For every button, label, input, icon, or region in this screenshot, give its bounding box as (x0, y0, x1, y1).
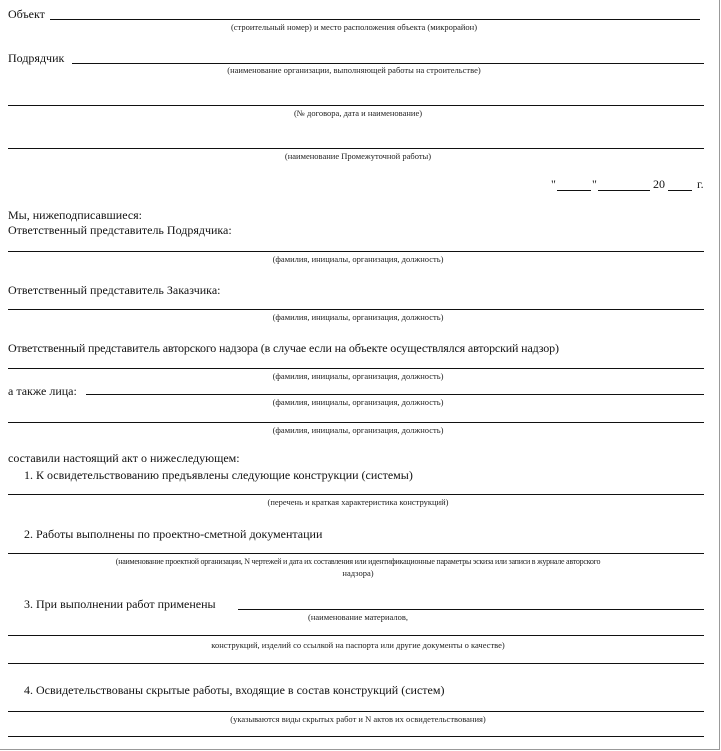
person-caption: (фамилия, инициалы, организация, должность) (272, 312, 444, 322)
rep-author-field[interactable] (8, 368, 704, 369)
rep-author-label: Ответственный представитель авторского надзора (в случае если на объекте осуществлялся авторский надзор) (8, 341, 559, 355)
also-field-2[interactable] (8, 422, 704, 423)
item4-caption: (указываются виды скрытых работ и N актов их освидетельствования) (230, 714, 486, 724)
item3-label: 3. При выполнении работ применены (24, 597, 216, 611)
item3-caption-cont: конструкций, изделий со ссылкой на паспорта или другие документы о качестве) (211, 640, 505, 650)
work-caption: (наименование Промежуточной работы) (284, 151, 432, 161)
item2-field[interactable] (8, 553, 704, 554)
contractor-field[interactable] (72, 63, 704, 64)
item2-caption: (наименование проектной организации, N чертежей и дата их составления или идентификационные параметры эскиза или записи в журнале авторского (115, 557, 601, 566)
contract-field[interactable] (8, 105, 704, 106)
intro-text: Мы, нижеподписавшиеся: (8, 208, 142, 222)
item3-field-2[interactable] (8, 635, 704, 636)
date-close-quote: " (592, 177, 597, 191)
date-day-field[interactable] (557, 190, 591, 191)
item1-caption: (перечень и краткая характеристика конструкций) (267, 497, 449, 507)
rep-customer-label: Ответственный представитель Заказчика: (8, 283, 221, 297)
also-field-1[interactable] (86, 394, 704, 395)
also-label: а также лица: (8, 384, 77, 398)
person-caption: (фамилия, инициалы, организация, должность) (272, 425, 444, 435)
item1-label: 1. К освидетельствованию предъявлены следующие конструкции (системы) (24, 468, 413, 482)
item2-caption-cont: надзора) (342, 568, 374, 578)
person-caption: (фамилия, инициалы, организация, должность) (272, 371, 444, 381)
person-caption: (фамилия, инициалы, организация, должность) (272, 254, 444, 264)
contract-caption: (№ договора, дата и наименование) (293, 108, 423, 118)
person-caption: (фамилия, инициалы, организация, должность) (272, 397, 444, 407)
date-year-prefix: 20 (653, 177, 665, 191)
item2-label: 2. Работы выполнены по проектно-сметной документации (24, 527, 323, 541)
rep-customer-field[interactable] (8, 309, 704, 310)
item1-field[interactable] (8, 494, 704, 495)
date-suffix: г. (697, 177, 704, 191)
object-field[interactable] (50, 19, 700, 20)
item4-label: 4. Освидетельствованы скрытые работы, входящие в состав конструкций (систем) (24, 683, 445, 697)
item3-caption: (наименование материалов, (308, 612, 408, 622)
date-year-field[interactable] (668, 190, 692, 191)
date-month-field[interactable] (598, 190, 650, 191)
item4-field[interactable] (8, 711, 704, 712)
date-open-quote: " (551, 177, 556, 191)
object-caption: (строительный номер) и место расположения объекта (микрорайон) (230, 22, 478, 32)
act-intro: составили настоящий акт о нижеследующем: (8, 451, 240, 465)
item4-field-2[interactable] (8, 736, 704, 737)
rep-contractor-label: Ответственный представитель Подрядчика: (8, 223, 232, 237)
object-label: Объект (8, 7, 45, 21)
item3-field[interactable] (238, 609, 704, 610)
work-field[interactable] (8, 148, 704, 149)
contractor-caption: (наименование организации, выполняющей работы на строительстве) (227, 65, 481, 75)
contractor-label: Подрядчик (8, 51, 65, 65)
item3-field-3[interactable] (8, 663, 704, 664)
rep-contractor-field[interactable] (8, 251, 704, 252)
